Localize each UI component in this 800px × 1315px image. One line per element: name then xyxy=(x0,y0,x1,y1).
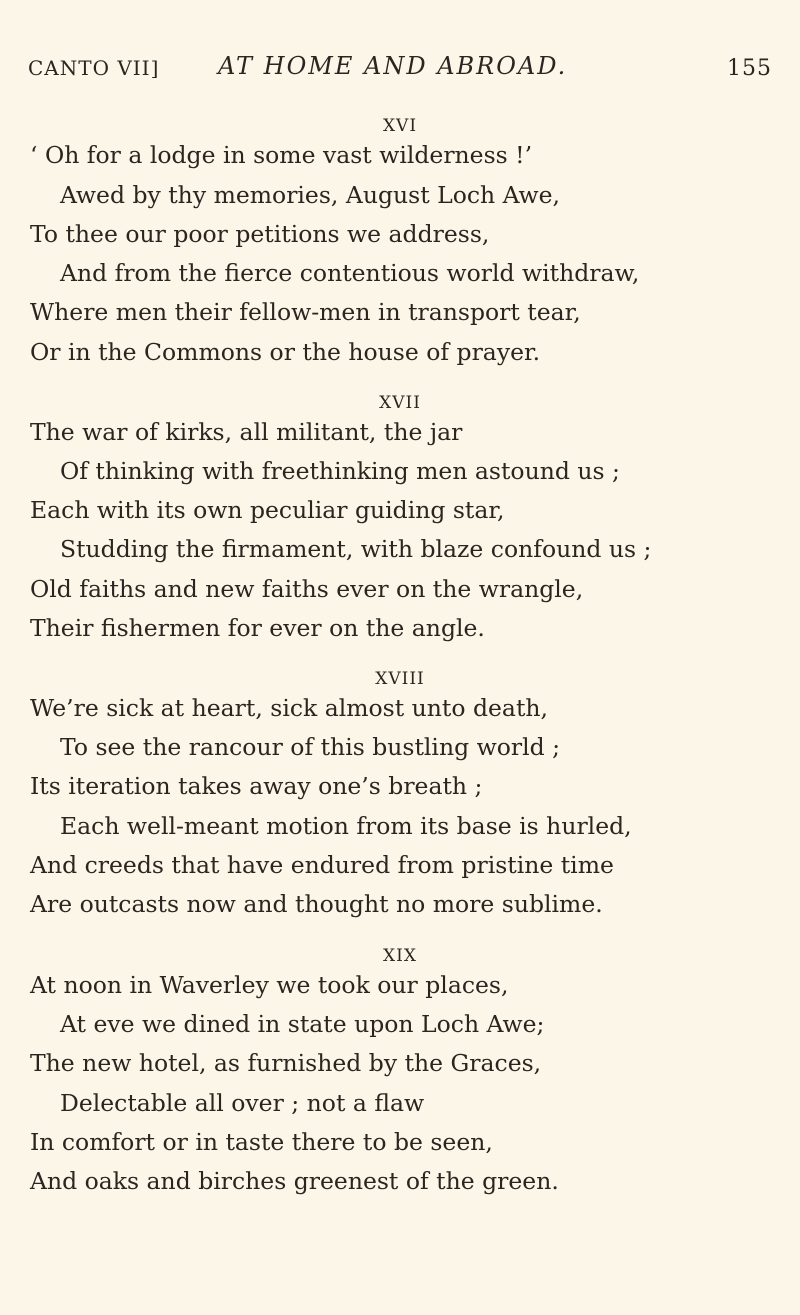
canto-label: CANTO VII] xyxy=(28,56,160,80)
verse-line: Or in the Commons or the house of prayer. xyxy=(30,338,541,366)
verse-line: Of thinking with freethinking men astound us ; xyxy=(60,457,620,485)
verse-line: Old faiths and new faiths ever on the wrangle, xyxy=(30,575,584,603)
verse-line: Studding the firmament, with blaze confound us ; xyxy=(60,535,652,563)
stanza-number: XVII xyxy=(379,393,421,413)
verse-line: ‘ Oh for a lodge in some vast wilderness !’ xyxy=(30,141,533,169)
verse-line: The war of kirks, all militant, the jar xyxy=(30,418,463,446)
verse-line: And creeds that have endured from pristine time xyxy=(30,851,614,879)
verse-line: Awed by thy memories, August Loch Awe, xyxy=(60,181,561,209)
verse-line: In comfort or in taste there to be seen, xyxy=(30,1128,493,1156)
verse-line: To thee our poor petitions we address, xyxy=(30,220,490,248)
verse-line: Where men their fellow-men in transport tear, xyxy=(30,298,581,326)
verse-line: And from the fierce contentious world withdraw, xyxy=(60,259,640,287)
running-header xyxy=(28,52,772,88)
verse-line: Their fishermen for ever on the angle. xyxy=(30,614,485,642)
verse-line: Its iteration takes away one’s breath ; xyxy=(30,772,483,800)
stanza-number: XVI xyxy=(382,116,418,136)
verse-line: We’re sick at heart, sick almost unto death, xyxy=(30,694,548,722)
stanza-number: XIX xyxy=(383,946,417,966)
verse-line: At noon in Waverley we took our places, xyxy=(30,971,509,999)
verse-line: And oaks and birches greenest of the green. xyxy=(30,1167,559,1195)
verse-line: At eve we dined in state upon Loch Awe; xyxy=(60,1010,545,1038)
verse-line: Each well-meant motion from its base is hurled, xyxy=(60,812,632,840)
verse-line: To see the rancour of this bustling world ; xyxy=(60,733,561,761)
verse-line: Are outcasts now and thought no more sublime. xyxy=(30,890,603,918)
verse-line: Delectable all over ; not a flaw xyxy=(60,1089,425,1117)
stanza-number: XVIII xyxy=(375,669,425,689)
page-title: AT HOME AND ABROAD. xyxy=(218,52,568,80)
page-number: 155 xyxy=(727,56,772,81)
verse-line: The new hotel, as furnished by the Graces, xyxy=(30,1049,542,1077)
verse-line: Each with its own peculiar guiding star, xyxy=(30,496,505,524)
